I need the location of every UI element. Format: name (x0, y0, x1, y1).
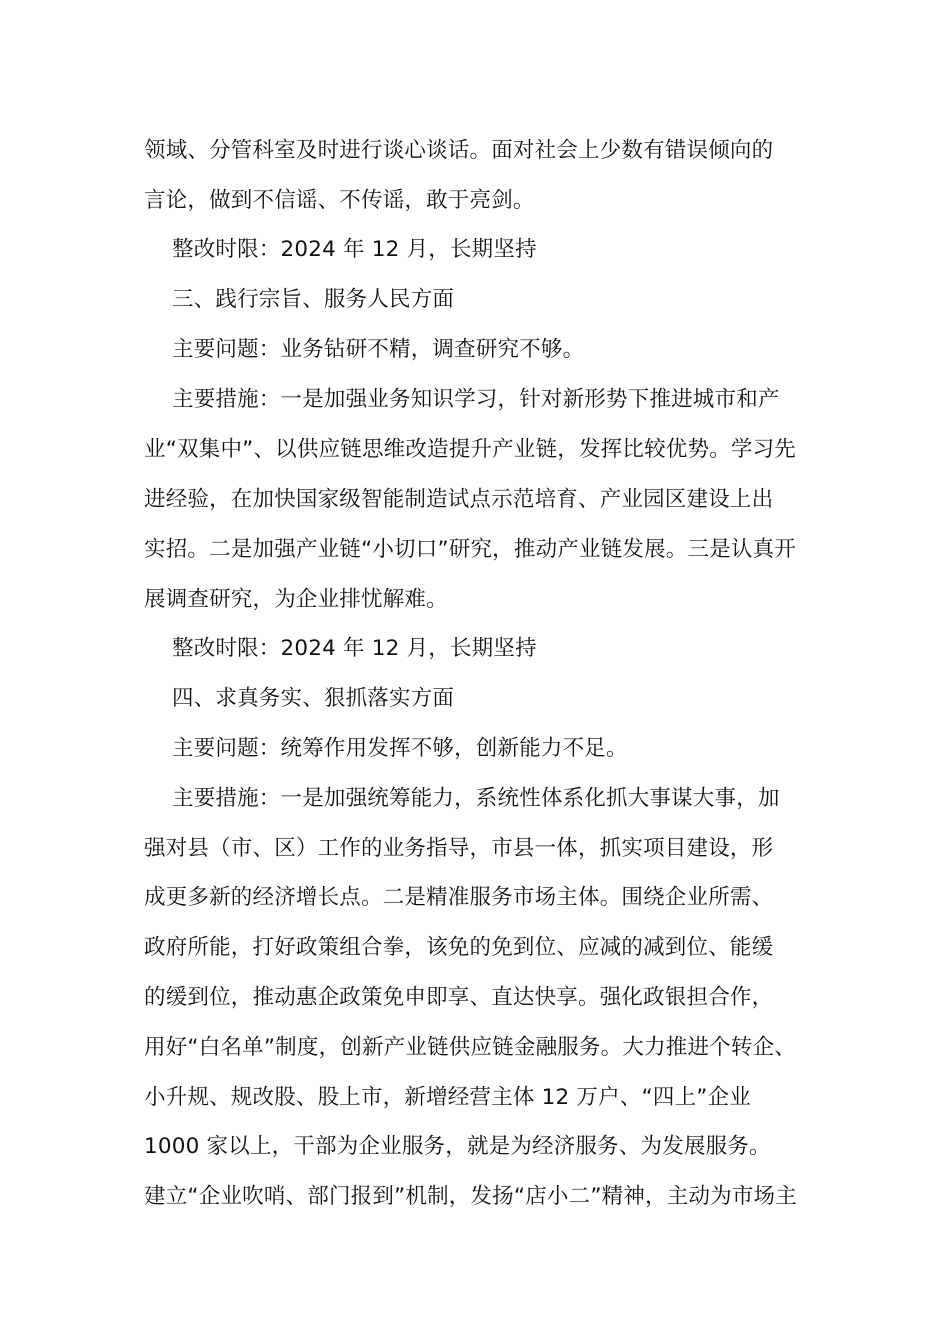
body-text-line: 实招。二是加强产业链“小切口”研究，推动产业链发展。三是认真开 (144, 537, 796, 562)
body-text-line: 小升规、规改股、股上市，新增经营主体 12 万户、“四上”企业 (144, 1085, 752, 1110)
body-text-line: 成更多新的经济增长点。二是精准服务市场主体。围绕企业所需、 (144, 885, 774, 910)
body-text-line: 业“双集中”、以供应链思维改造提升产业链，发挥比较优势。学习先 (144, 437, 796, 462)
main-measures: 主要措施：一是加强业务知识学习，针对新形势下推进城市和产 (172, 387, 780, 412)
body-text-line: 展调查研究，为企业排忧解难。 (144, 587, 448, 612)
body-text-line: 政府所能，打好政策组合拳，该免的免到位、应减的减到位、能缓 (144, 935, 774, 960)
body-text-line: 强对县（市、区）工作的业务指导，市县一体，抓实项目建设，形 (144, 836, 774, 861)
body-text-line: 言论，做到不信谣、不传谣，敢于亮剑。 (144, 188, 535, 213)
main-problem: 主要问题：业务钻研不精，调查研究不够。 (172, 337, 585, 362)
body-text-line: 进经验，在加快国家级智能制造试点示范培育、产业园区建设上出 (144, 487, 774, 512)
body-text-line: 领域、分管科室及时进行谈心谈话。面对社会上少数有错误倾向的 (144, 138, 774, 163)
section-heading-3: 三、践行宗旨、服务人民方面 (172, 287, 455, 312)
rectification-deadline: 整改时限：2024 年 12 月，长期坚持 (172, 636, 537, 661)
body-text-line: 1000 家以上，干部为企业服务，就是为经济服务、为发展服务。 (144, 1134, 771, 1159)
section-heading-4: 四、求真务实、狠抓落实方面 (172, 686, 455, 711)
body-text-line: 的缓到位，推动惠企政策免申即享、直达快享。强化政银担合作， (144, 985, 774, 1010)
body-text-line: 用好“白名单”制度，创新产业链供应链金融服务。大力推进个转企、 (144, 1035, 796, 1060)
body-text-line: 建立“企业吹哨、部门报到”机制，发扬“店小二”精神，主动为市场主 (144, 1184, 797, 1209)
main-problem: 主要问题：统筹作用发挥不够，创新能力不足。 (172, 736, 628, 761)
main-measures: 主要措施：一是加强统筹能力，系统性体系化抓大事谋大事，加 (172, 786, 780, 811)
rectification-deadline: 整改时限：2024 年 12 月，长期坚持 (172, 237, 537, 262)
